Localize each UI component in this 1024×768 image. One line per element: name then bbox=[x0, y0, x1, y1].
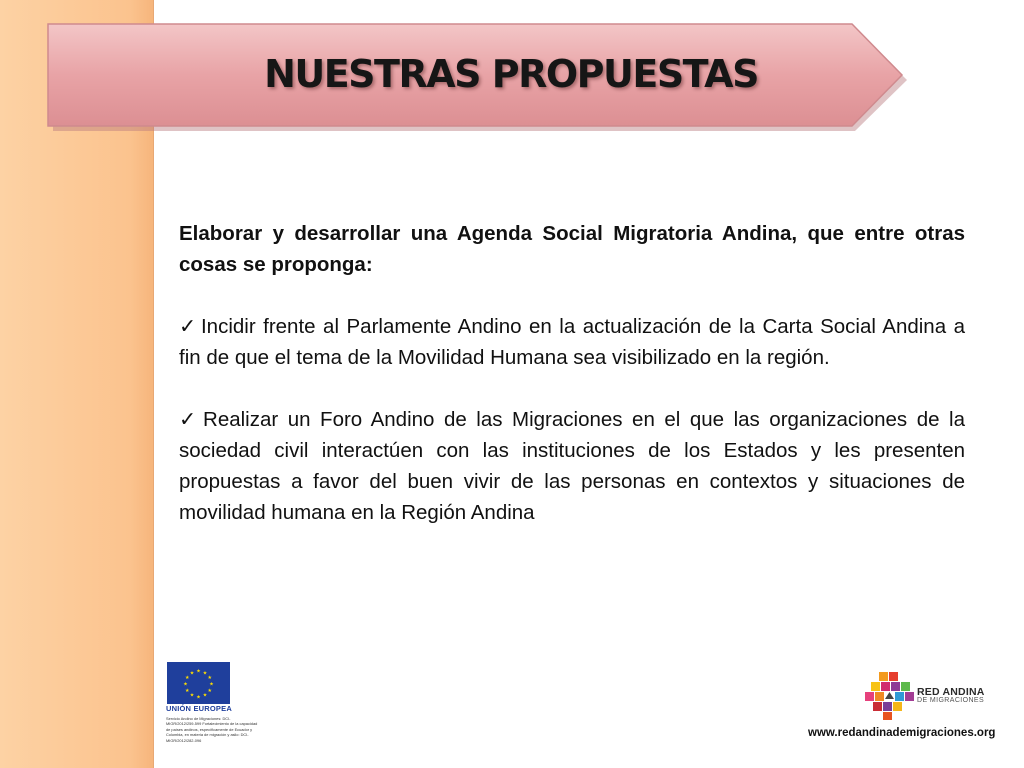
svg-text:★: ★ bbox=[202, 692, 208, 699]
svg-text:★: ★ bbox=[207, 675, 212, 681]
bullet-item-2 bbox=[179, 404, 965, 528]
svg-text:★: ★ bbox=[185, 688, 190, 694]
red-andina-name: RED ANDINA bbox=[917, 686, 985, 698]
svg-text:★: ★ bbox=[189, 670, 195, 677]
eu-label: UNIÓN EUROPEA bbox=[166, 704, 232, 713]
red-andina-mosaic-icon bbox=[865, 672, 917, 720]
svg-text:★: ★ bbox=[196, 694, 201, 701]
checkmark-icon: ✓ bbox=[179, 408, 201, 431]
svg-text:★: ★ bbox=[189, 692, 195, 699]
bullet-text: Realizar un Foro Andino de las Migraciones en el que las organizaciones de la sociedad civil interactúen con las instituciones de los Estados y les presenten propuestas a favor del buen vivir de las personas en contextos y situaciones de movilidad humana en la Región Andina bbox=[179, 408, 965, 524]
svg-text:★: ★ bbox=[207, 688, 212, 694]
slide-body bbox=[179, 218, 965, 559]
svg-text:★: ★ bbox=[202, 670, 208, 677]
svg-text:★: ★ bbox=[183, 681, 188, 688]
svg-text:★: ★ bbox=[185, 675, 190, 681]
website-link[interactable]: www.redandinademigraciones.org bbox=[808, 727, 996, 739]
svg-text:★: ★ bbox=[209, 681, 214, 688]
eu-flag-logo bbox=[167, 662, 230, 704]
page-title: NUESTRAS PROPUESTAS bbox=[264, 52, 758, 96]
eu-project-note: Servicio Andino de Migraciones: DCI-MIGR/2012/259-599 Fortalecimiento de la capacidad de países andinos, específicamente de Ecuador y Colombia, en materia de migración y asilo: DCI-MIGR/2012/282-096 bbox=[166, 716, 258, 743]
bullet-item-1 bbox=[179, 311, 965, 373]
title-banner bbox=[46, 22, 906, 130]
red-andina-subtitle: DE MIGRACIONES bbox=[917, 697, 985, 704]
svg-text:★: ★ bbox=[196, 668, 201, 675]
checkmark-icon: ✓ bbox=[179, 315, 198, 338]
bullet-text: Incidir frente al Parlamente Andino en la actualización de la Carta Social Andina a fin de que el tema de la Movilidad Humana sea visibilizado en la región. bbox=[179, 315, 965, 369]
intro-paragraph: Elaborar y desarrollar una Agenda Social Migratoria Andina, que entre otras cosas se proponga: bbox=[179, 222, 965, 276]
